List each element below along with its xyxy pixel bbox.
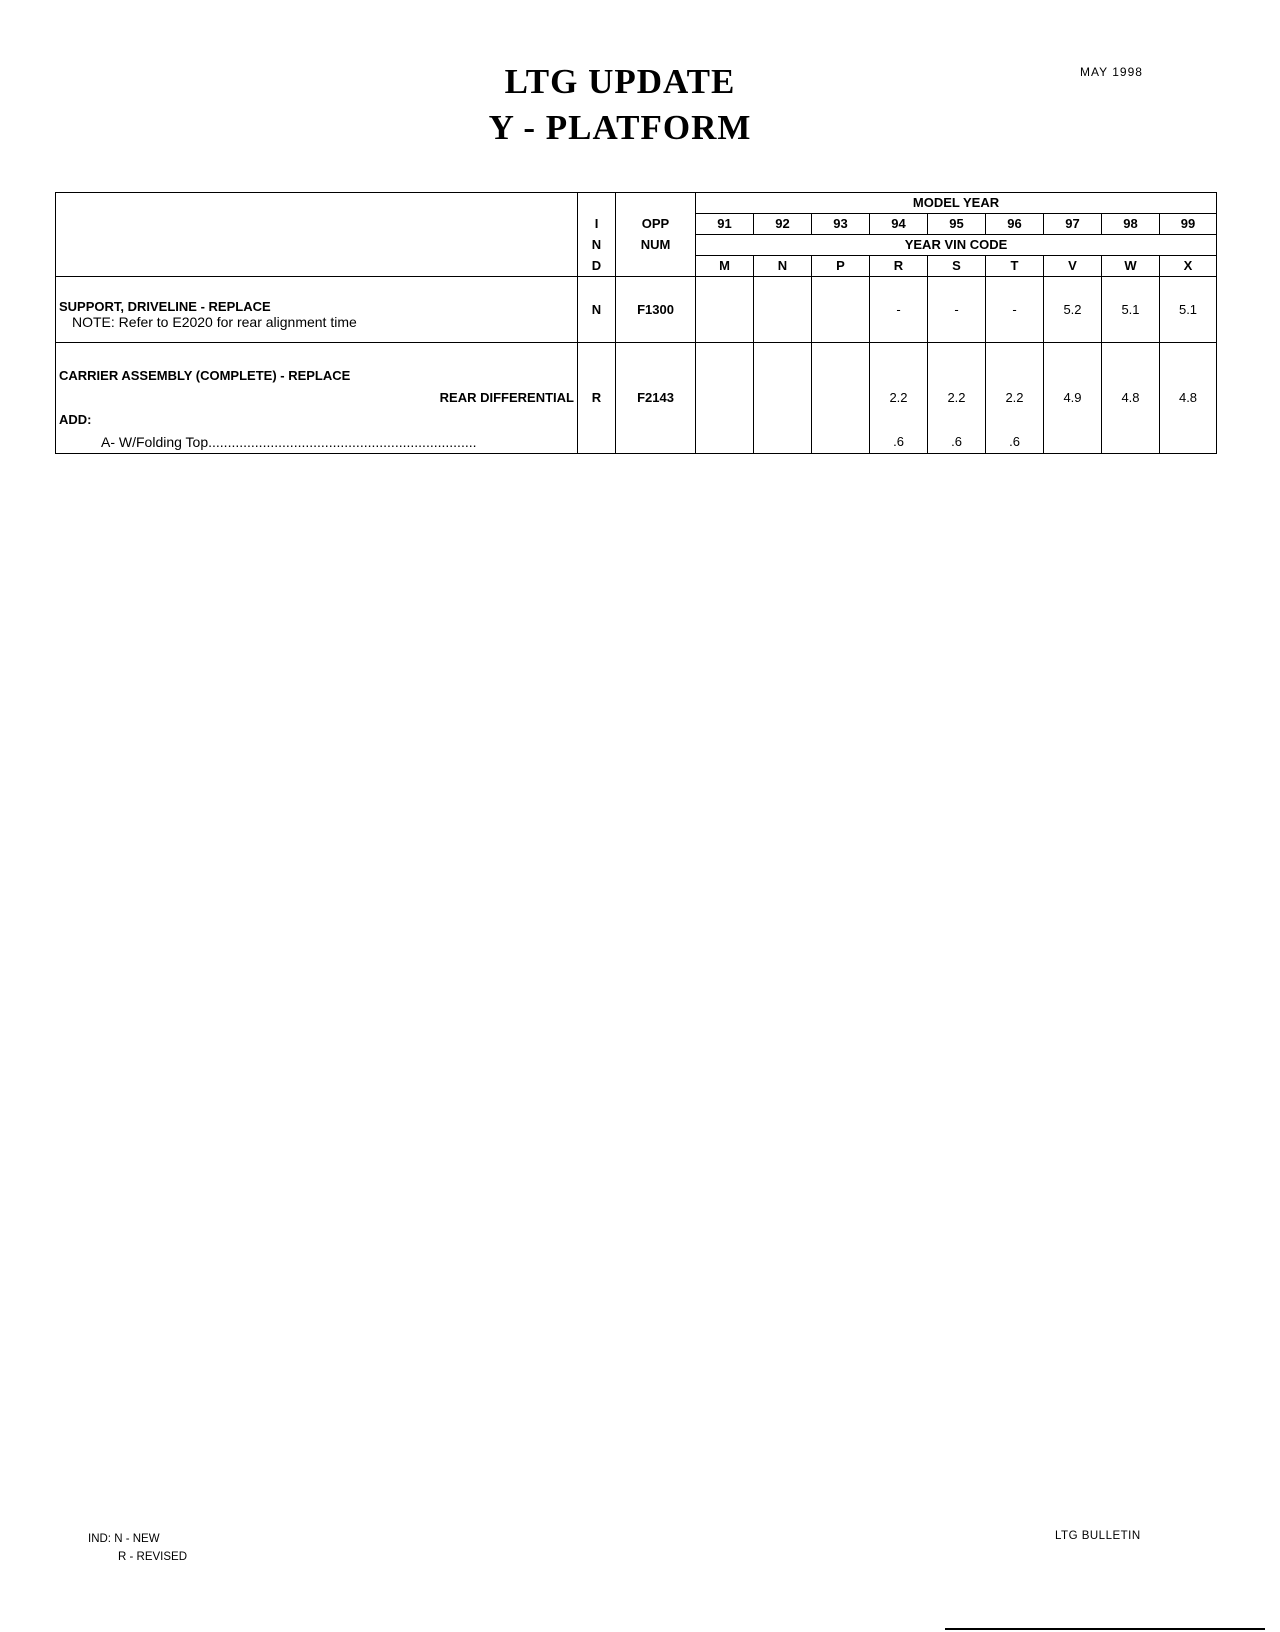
year-97: 97 [1044, 214, 1102, 235]
labor-time-table [55, 192, 1217, 454]
row-description [56, 343, 578, 454]
value-cell [754, 343, 812, 454]
row-description [56, 277, 578, 343]
value-92 [754, 277, 812, 343]
value-96: - [986, 277, 1044, 343]
year-91: 91 [696, 214, 754, 235]
document-date: MAY 1998 [1080, 65, 1143, 79]
model-year-header: MODEL YEAR [696, 193, 1217, 214]
value-96: 2.2 [1005, 390, 1024, 405]
page-title: LTG UPDATE [504, 62, 736, 101]
value-98: 5.1 [1102, 277, 1160, 343]
table-row [56, 277, 1217, 343]
value-cell [870, 343, 928, 454]
year-92: 92 [754, 214, 812, 235]
opp-header-opp: OPP [616, 214, 696, 235]
value-97: 5.2 [1044, 277, 1102, 343]
ind-value: N [578, 277, 616, 343]
operation-note: NOTE: Refer to E2020 for rear alignment time [72, 314, 357, 330]
vin-n: N [754, 256, 812, 277]
vin-w: W [1102, 256, 1160, 277]
ind-header-n: N [578, 235, 616, 256]
operation-title: SUPPORT, DRIVELINE - REPLACE [59, 299, 271, 314]
page-subtitle: Y - PLATFORM [488, 108, 752, 147]
value-91 [696, 277, 754, 343]
add-value-95: .6 [951, 434, 962, 449]
vin-r: R [870, 256, 928, 277]
value-99: 5.1 [1160, 277, 1217, 343]
year-98: 98 [1102, 214, 1160, 235]
opp-number: F2143 [616, 343, 696, 454]
opp-number: F1300 [616, 277, 696, 343]
vin-v: V [1044, 256, 1102, 277]
vin-p: P [812, 256, 870, 277]
year-94: 94 [870, 214, 928, 235]
scan-edge-line [945, 1628, 1265, 1630]
value-cell [1160, 343, 1217, 454]
add-item: A- W/Folding Top..................................................................... [101, 434, 477, 450]
value-98: 4.8 [1121, 390, 1140, 405]
operation-title: CARRIER ASSEMBLY (COMPLETE) - REPLACE [59, 368, 351, 383]
vin-m: M [696, 256, 754, 277]
opp-header-num: NUM [616, 235, 696, 256]
year-95: 95 [928, 214, 986, 235]
value-97: 4.9 [1063, 390, 1082, 405]
add-value-96: .6 [1009, 434, 1020, 449]
value-93 [812, 277, 870, 343]
vin-t: T [986, 256, 1044, 277]
vin-x: X [1160, 256, 1217, 277]
value-cell [928, 343, 986, 454]
value-cell [1044, 343, 1102, 454]
vin-code-header: YEAR VIN CODE [696, 235, 1217, 256]
add-value-94: .6 [893, 434, 904, 449]
value-cell [696, 343, 754, 454]
operation-subtitle: REAR DIFFERENTIAL [439, 390, 574, 405]
vin-s: S [928, 256, 986, 277]
add-label: ADD: [59, 412, 92, 427]
value-cell [986, 343, 1044, 454]
value-cell [1102, 343, 1160, 454]
ind-value: R [578, 343, 616, 454]
value-cell [812, 343, 870, 454]
bulletin-label: LTG BULLETIN [1055, 1530, 1141, 1542]
value-95: 2.2 [947, 390, 966, 405]
ind-header-d: D [578, 256, 616, 277]
description-header [56, 193, 578, 277]
value-95: - [928, 277, 986, 343]
value-94: 2.2 [889, 390, 908, 405]
ind-legend [88, 1530, 187, 1566]
ind-header-i: I [578, 214, 616, 235]
legend-new: IND: N - NEW [88, 1533, 160, 1545]
legend-revised: R - REVISED [118, 1551, 188, 1563]
year-96: 96 [986, 214, 1044, 235]
table-row [56, 343, 1217, 454]
year-99: 99 [1160, 214, 1217, 235]
year-93: 93 [812, 214, 870, 235]
value-94: - [870, 277, 928, 343]
value-99: 4.8 [1178, 390, 1198, 405]
